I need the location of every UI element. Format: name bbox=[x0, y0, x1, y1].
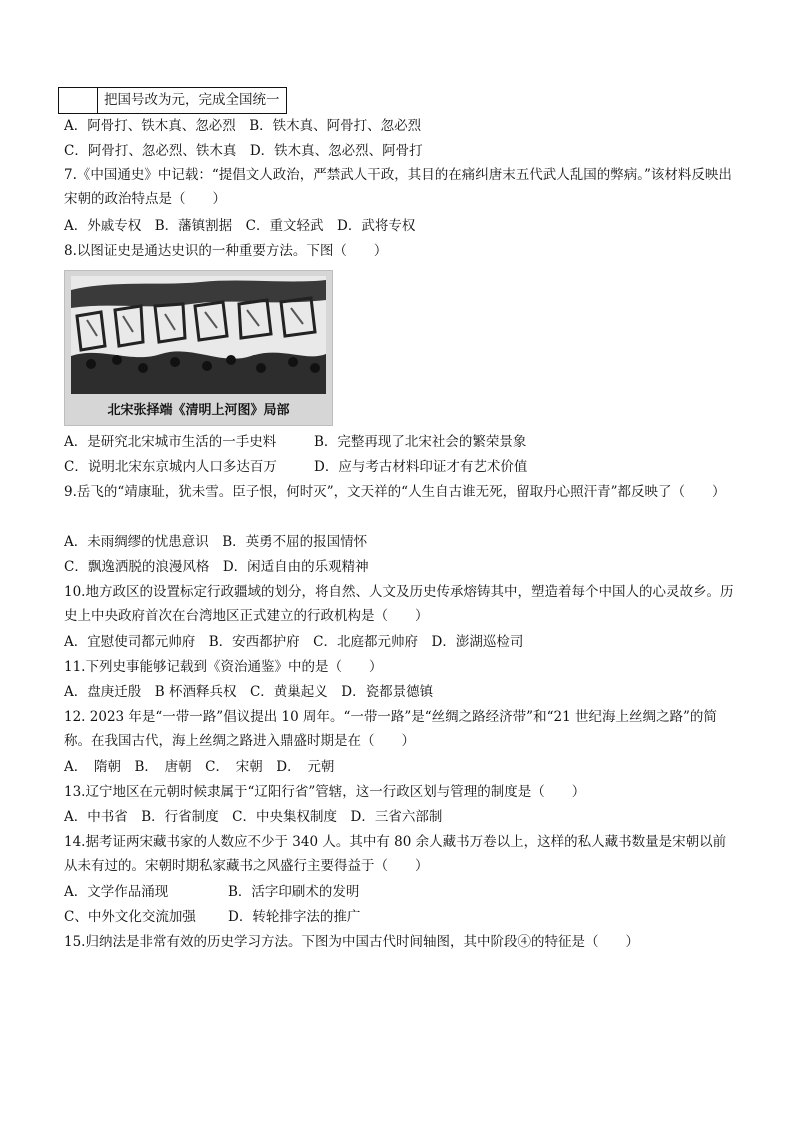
q14-stem: 14.据考证两宋藏书家的人数应不少于 340 人。其中有 80 余人藏书万卷以上，这样的私人藏书数量是宋朝以前从未有过的。宋朝时期私家藏书之风盛行主要得益于（ ） bbox=[64, 834, 727, 874]
q14-option-c-text: C、中外文化交流加强 bbox=[64, 909, 196, 925]
q10-stem: 10.地方政区的设置标定行政疆域的划分，将自然、人文及历史传承熔铸其中，塑造着每个中国人的心灵故乡。历史上中央政府首次在台湾地区正式建立的行政机构是（ ） bbox=[64, 584, 734, 624]
q8-option-b-text: B．完整再现了北宋社会的繁荣景象 bbox=[314, 434, 527, 450]
table-cell-text: 把国号改为元，完成全国统一 bbox=[104, 92, 280, 108]
q8-option-c bbox=[64, 457, 527, 477]
q13-stem: 13.辽宁地区在元朝时候隶属于“辽阳行省”管辖，这一行政区划与管理的制度是（ ） bbox=[64, 784, 586, 800]
painting-image bbox=[71, 276, 326, 394]
q14-option-a bbox=[64, 882, 359, 902]
q12-options: A． 隋朝 B． 唐朝 C． 宋朝 D． 元朝 bbox=[64, 759, 335, 775]
q10-options: A．宜慰使司都元帅府 B．安西都护府 C．北庭都元帅府 D．澎湖巡检司 bbox=[64, 634, 524, 650]
figure-caption: 北宋张择端《清明上河图》局部 bbox=[107, 403, 290, 418]
q13-options: A．中书省 B．行省制度 C．中央集权制度 D．三省六部制 bbox=[64, 809, 443, 825]
q14-option-d-text: D．转轮排字法的推广 bbox=[228, 909, 361, 925]
q8-option-a-text: A．是研究北宋城市生活的一手史料 bbox=[64, 434, 277, 450]
q9-options-cd: C．飘逸洒脱的浪漫风格 D．闲适自由的乐观精神 bbox=[64, 559, 369, 575]
q8-stem: 8.以图证史是通达史识的一种重要方法。下图（ ） bbox=[64, 243, 388, 259]
q9-stem: 9.岳飞的“靖康耻，犹未雪。臣子恨，何时灭”，文天祥的“人生自古谁无死，留取丹心照汗青”都反映了（ ） bbox=[64, 484, 726, 500]
q11-stem: 11.下列史事能够记载到《资治通鉴》中的是（ ） bbox=[64, 659, 383, 675]
q6-options-ab: A．阿骨打、铁木真、忽必烈 B．铁木真、阿骨打、忽必烈 bbox=[64, 118, 422, 134]
q8-option-a bbox=[64, 432, 526, 452]
q14-option-b-text: B．活字印刷术的发明 bbox=[228, 884, 360, 900]
q7-stem: 7.《中国通史》中记载：“提倡文人政治，严禁武人干政，其目的在痛纠唐末五代武人乱国的弊病。”该材料反映出宋朝的政治特点是（ ） bbox=[64, 167, 732, 207]
q8-option-d-text: D．应与考古材料印证才有艺术价值 bbox=[314, 459, 528, 475]
q7-options: A．外戚专权 B．藩镇割据 C．重文轻武 D．武将专权 bbox=[64, 218, 416, 234]
q14-option-c bbox=[64, 907, 360, 927]
q12-stem: 12. 2023 年是“一带一路”倡议提出 10 周年。“一带一路”是“丝绸之路经济带”和“21 世纪海上丝绸之路”的简称。在我国古代，海上丝绸之路进入鼎盛时期是在（ ） bbox=[64, 709, 717, 749]
q8-option-c-text: C．说明北宋东京城内人口多达百万 bbox=[64, 459, 277, 475]
q11-options: A．盘庚迁殷 B 杯酒释兵权 C．黄巢起义 D．瓷都景德镇 bbox=[64, 684, 434, 700]
qingming-painting-figure bbox=[64, 270, 333, 426]
q14-option-a-text: A．文学作品涌现 bbox=[64, 884, 169, 900]
q9-options-ab: A．未雨绸缪的忧患意识 B．英勇不屈的报国情怀 bbox=[64, 534, 368, 550]
q15-stem: 15.归纳法是非常有效的历史学习方法。下图为中国古代时间轴图，其中阶段④的特征是（ ） bbox=[64, 934, 639, 950]
table-fragment bbox=[58, 87, 287, 114]
q6-options-cd: C．阿骨打、忽必烈、铁木真 D．铁木真、忽必烈、阿骨打 bbox=[64, 143, 423, 159]
table-empty-cell bbox=[59, 88, 98, 113]
